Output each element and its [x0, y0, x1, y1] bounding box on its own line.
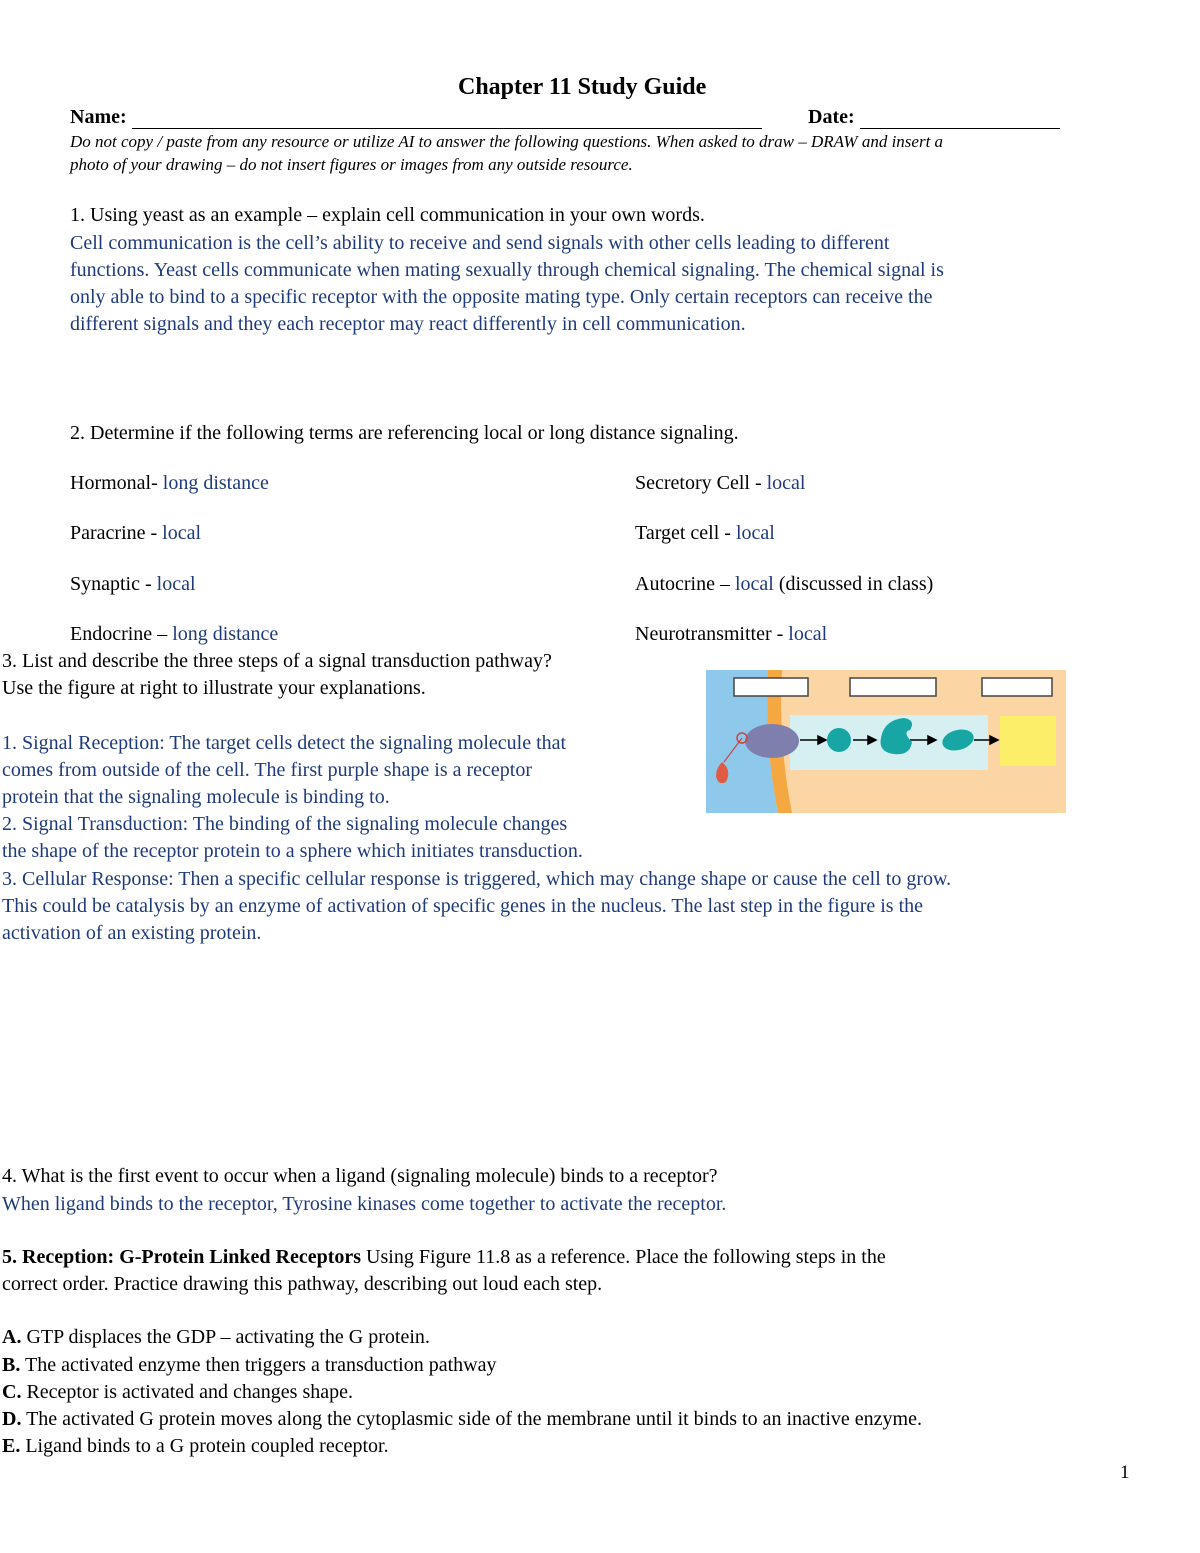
- date-label: Date:: [808, 106, 855, 128]
- question-5-text: Using Figure 11.8 as a reference. Place the following steps in the: [361, 1246, 886, 1268]
- step-letter: B.: [2, 1354, 21, 1376]
- step-letter: E.: [2, 1435, 21, 1457]
- term-label: Autocrine –: [635, 573, 735, 595]
- question-5-heading: 5. Reception: G-Protein Linked Receptors: [2, 1246, 362, 1268]
- answer-3-line-8: activation of an existing protein.: [2, 922, 262, 944]
- step-text: The activated G protein moves along the cytoplasmic side of the membrane until it binds to an inactive enzyme.: [21, 1408, 922, 1430]
- reception-label-box: [734, 678, 808, 696]
- answer-3-line-6: 3. Cellular Response: Then a specific cellular response is triggered, which may change shape or cause the cell to grow.: [2, 868, 952, 890]
- answer-4: When ligand binds to the receptor, Tyrosine kinases come together to activate the receptor.: [2, 1193, 727, 1215]
- term-row: [70, 522, 201, 545]
- term-label: Neurotransmitter -: [635, 623, 789, 645]
- term-answer: local: [162, 522, 202, 544]
- question-5-line-1: [2, 1246, 886, 1269]
- answer-1-line-2: functions. Yeast cells communicate when mating sexually through chemical signaling. The chemical signal is: [70, 259, 944, 281]
- term-label: Hormonal-: [70, 472, 163, 494]
- step-letter: C.: [2, 1381, 22, 1403]
- signal-transduction-figure: [706, 670, 1066, 813]
- step-text: Ligand binds to a G protein coupled receptor.: [20, 1435, 389, 1457]
- term-answer: local: [766, 472, 806, 494]
- question-1: 1. Using yeast as an example – explain cell communication in your own words.: [70, 204, 705, 226]
- term-label: Secretory Cell -: [635, 472, 767, 494]
- answer-3-line-2: comes from outside of the cell. The first purple shape is a receptor: [2, 759, 533, 781]
- answer-1-line-4: different signals and they each receptor may react differently in cell communication.: [70, 313, 746, 335]
- name-field[interactable]: [132, 110, 762, 129]
- answer-1-line-3: only able to bind to a specific receptor with the opposite mating type. Only certain receptors can receive the: [70, 286, 933, 308]
- term-label: Target cell -: [635, 522, 736, 544]
- term-label: Paracrine -: [70, 522, 163, 544]
- question-2: 2. Determine if the following terms are referencing local or long distance signaling.: [70, 422, 739, 444]
- name-label: Name:: [70, 106, 127, 128]
- response-label-box: [982, 678, 1052, 696]
- step-text: The activated enzyme then triggers a transduction pathway: [20, 1354, 497, 1376]
- step-item: [2, 1435, 389, 1458]
- term-answer: local: [156, 573, 196, 595]
- cellular-response-box: [1000, 716, 1056, 766]
- step-text: Receptor is activated and changes shape.: [21, 1381, 353, 1403]
- step-item: [2, 1354, 496, 1377]
- question-5-line-2: correct order. Practice drawing this pathway, describing out loud each step.: [2, 1273, 603, 1295]
- term-label: Endocrine –: [70, 623, 173, 645]
- term-row: [635, 472, 806, 495]
- relay-molecule-1: [827, 728, 851, 752]
- step-letter: A.: [2, 1326, 22, 1348]
- date-field[interactable]: [860, 110, 1060, 129]
- receptor-protein: [745, 724, 799, 758]
- answer-3-line-1: 1. Signal Reception: The target cells detect the signaling molecule that: [2, 732, 567, 754]
- page-title: Chapter 11 Study Guide: [458, 74, 707, 100]
- term-note: (discussed in class): [773, 573, 934, 595]
- step-letter: D.: [2, 1408, 22, 1430]
- term-row: [70, 623, 278, 646]
- question-4: 4. What is the first event to occur when a ligand (signaling molecule) binds to a receptor?: [2, 1165, 718, 1187]
- term-row: [635, 573, 933, 596]
- step-item: [2, 1326, 430, 1349]
- term-row: [635, 522, 775, 545]
- answer-1-line-1: Cell communication is the cell’s ability to receive and send signals with other cells leading to different: [70, 232, 890, 254]
- term-row: [635, 623, 827, 646]
- step-item: [2, 1408, 922, 1431]
- step-item: [2, 1381, 353, 1404]
- answer-3-line-3: protein that the signaling molecule is binding to.: [2, 786, 390, 808]
- term-answer: long distance: [172, 623, 279, 645]
- answer-3-line-5: the shape of the receptor protein to a sphere which initiates transduction.: [2, 840, 583, 862]
- term-answer: local: [788, 623, 828, 645]
- name-row: [70, 106, 762, 129]
- term-answer: local: [735, 522, 775, 544]
- step-text: GTP displaces the GDP – activating the G protein.: [21, 1326, 430, 1348]
- answer-3-line-7: This could be catalysis by an enzyme of activation of specific genes in the nucleus. The last step in the figure is the: [2, 895, 924, 917]
- term-row: [70, 472, 269, 495]
- transduction-label-box: [850, 678, 936, 696]
- term-answer: long distance: [162, 472, 269, 494]
- instructions-line-1: Do not copy / paste from any resource or utilize AI to answer the following questions. When asked to draw – DRAW and insert a: [70, 132, 944, 151]
- term-answer: local: [734, 573, 774, 595]
- question-3-line-2: Use the figure at right to illustrate your explanations.: [2, 677, 426, 699]
- question-3-line-1: 3. List and describe the three steps of a signal transduction pathway?: [2, 650, 552, 672]
- instructions-line-2: photo of your drawing – do not insert figures or images from any outside resource.: [70, 155, 633, 174]
- date-row: [808, 106, 1060, 129]
- page-number: 1: [1120, 1462, 1130, 1483]
- term-row: [70, 573, 196, 596]
- answer-3-line-4: 2. Signal Transduction: The binding of the signaling molecule changes: [2, 813, 568, 835]
- term-label: Synaptic -: [70, 573, 157, 595]
